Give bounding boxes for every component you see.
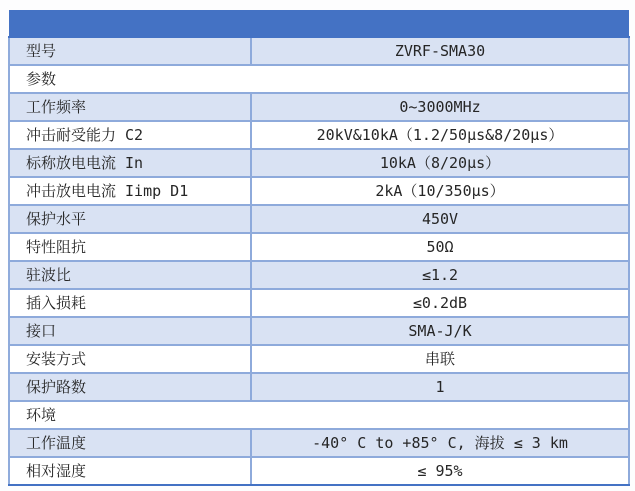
spec-value: 10kA（8/20μs） — [251, 149, 629, 177]
spec-label: 插入损耗 — [9, 289, 251, 317]
section-label: 环境 — [9, 401, 629, 429]
spec-value: 50Ω — [251, 233, 629, 261]
section-row-environment — [9, 401, 629, 429]
spec-table — [8, 10, 630, 486]
table-header-bar — [9, 10, 629, 37]
spec-row-impedance — [9, 233, 629, 261]
spec-label: 特性阻抗 — [9, 233, 251, 261]
spec-row-frequency — [9, 93, 629, 121]
spec-value: 0~3000MHz — [251, 93, 629, 121]
spec-value: -40° C to +85° C, 海拔 ≤ 3 km — [251, 429, 629, 457]
spec-value: ≤0.2dB — [251, 289, 629, 317]
spec-label: 驻波比 — [9, 261, 251, 289]
spec-label: 相对湿度 — [9, 457, 251, 485]
spec-row-operating-temperature — [9, 429, 629, 457]
spec-row-relative-humidity — [9, 457, 629, 485]
spec-label: 接口 — [9, 317, 251, 345]
spec-label: 工作频率 — [9, 93, 251, 121]
spec-label: 工作温度 — [9, 429, 251, 457]
spec-value: 1 — [251, 373, 629, 401]
spec-value: ≤1.2 — [251, 261, 629, 289]
spec-row-impulse-withstand — [9, 121, 629, 149]
spec-row-impulse-discharge — [9, 177, 629, 205]
spec-label: 保护水平 — [9, 205, 251, 233]
spec-label: 标称放电电流 In — [9, 149, 251, 177]
spec-row-vswr — [9, 261, 629, 289]
spec-value: ≤ 95% — [251, 457, 629, 485]
spec-row-interface — [9, 317, 629, 345]
spec-value: 20kV&10kA（1.2/50μs&8/20μs） — [251, 121, 629, 149]
spec-row-insertion-loss — [9, 289, 629, 317]
spec-row-protection-level — [9, 205, 629, 233]
spec-label: 保护路数 — [9, 373, 251, 401]
spec-label: 型号 — [9, 37, 251, 65]
spec-value: 2kA（10/350μs） — [251, 177, 629, 205]
spec-label: 冲击耐受能力 C2 — [9, 121, 251, 149]
section-row-parameters — [9, 65, 629, 93]
spec-value: SMA-J/K — [251, 317, 629, 345]
section-label: 参数 — [9, 65, 629, 93]
spec-label: 安装方式 — [9, 345, 251, 373]
spec-label: 冲击放电电流 Iimp D1 — [9, 177, 251, 205]
header-bar-cell — [9, 10, 629, 37]
spec-value: ZVRF-SMA30 — [251, 37, 629, 65]
spec-row-installation — [9, 345, 629, 373]
spec-value: 串联 — [251, 345, 629, 373]
spec-value: 450V — [251, 205, 629, 233]
spec-row-model — [9, 37, 629, 65]
spec-row-nominal-discharge — [9, 149, 629, 177]
spec-row-protected-lines — [9, 373, 629, 401]
